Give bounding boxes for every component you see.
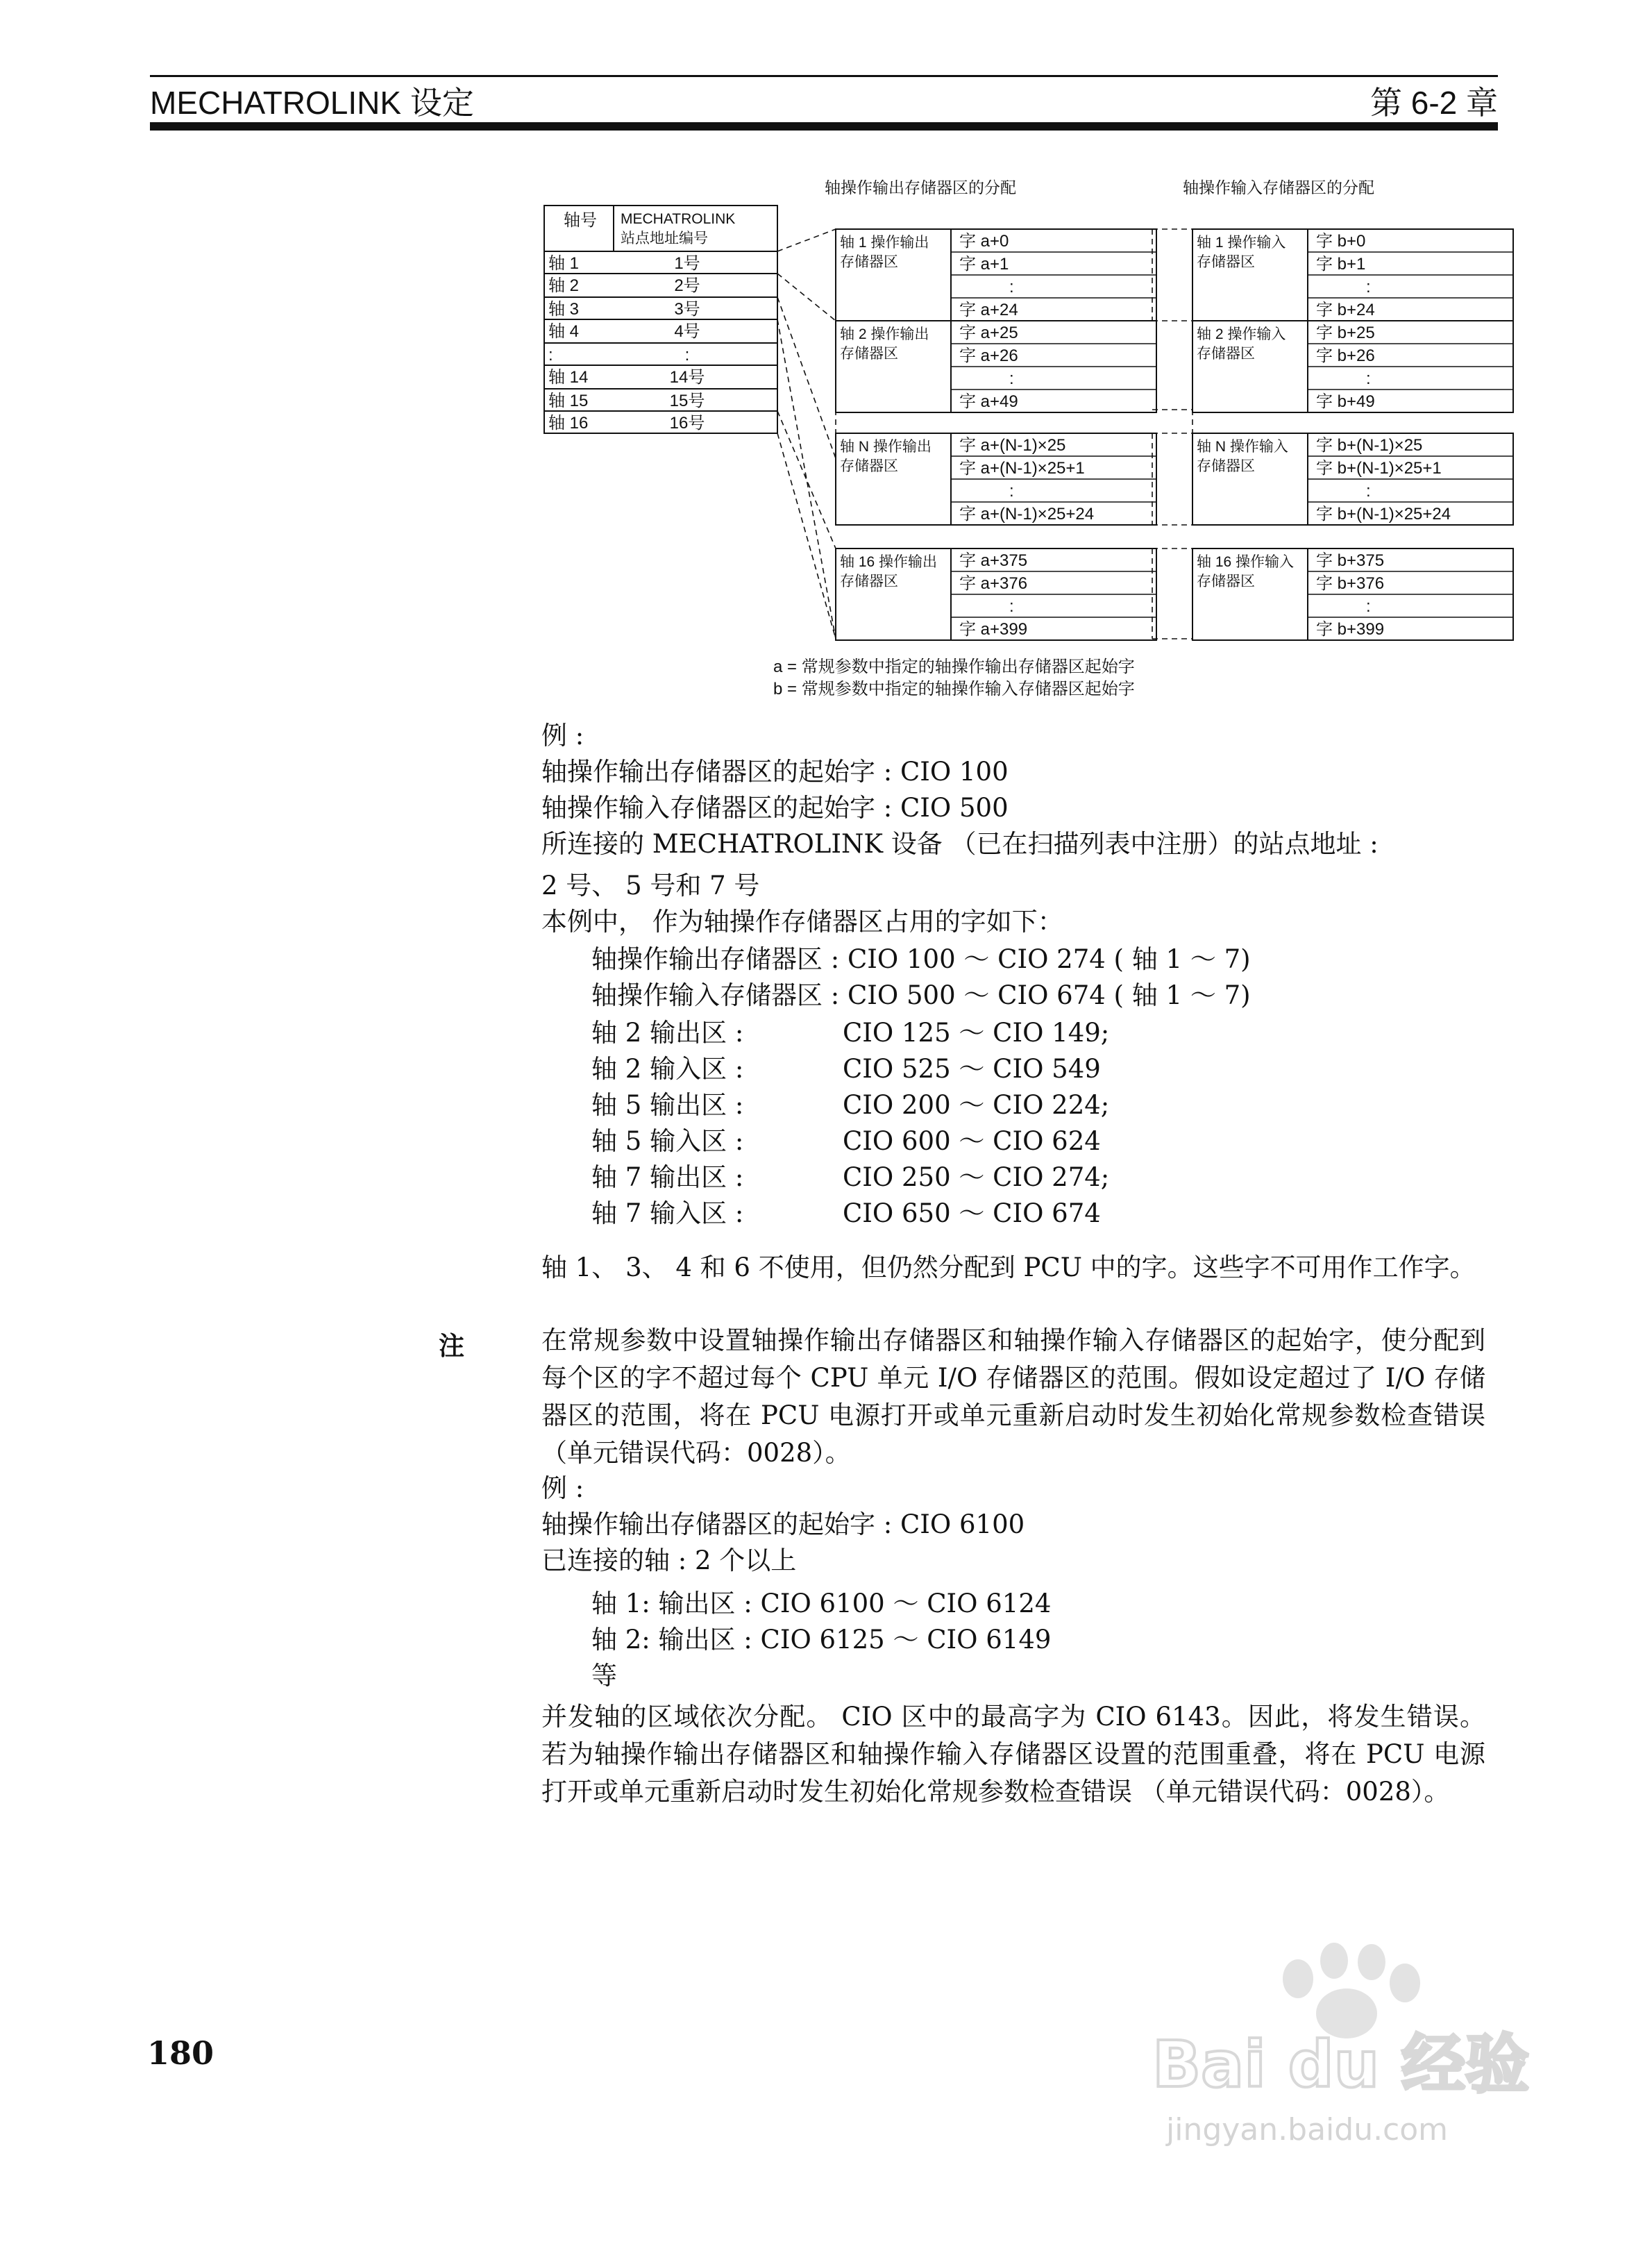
station-row-axis: 轴 2 [548, 276, 580, 295]
input-word: : [1366, 597, 1371, 616]
output-block-label: 存储器区 [840, 458, 898, 474]
output-block-label: 存储器区 [840, 254, 898, 270]
axis-row-range: CIO 200 ～ CIO 224; [843, 1090, 1110, 1120]
station-row-axis: 轴 16 [548, 414, 589, 433]
input-block-label: 存储器区 [1197, 458, 1255, 474]
axis-row-range: CIO 525 ～ CIO 549 [843, 1054, 1101, 1084]
example1-line-2: 轴操作输入存储器区的起始字 : CIO 500 [541, 793, 1009, 823]
station-col-axis: 轴号 [564, 211, 597, 230]
station-row-axis: 轴 15 [548, 392, 589, 410]
output-word: 字 a+(N-1)×25+24 [959, 505, 1095, 524]
input-word: 字 b+24 [1316, 301, 1375, 319]
station-row-address: 2号 [674, 276, 700, 295]
output-word: 字 a+49 [959, 392, 1018, 411]
axis-row-label: 轴 2 输入区 : [591, 1054, 744, 1084]
station-row-axis: 轴 1 [548, 254, 580, 273]
station-row-axis: 轴 3 [548, 300, 580, 319]
example1-line-5: 本例中， 作为轴操作存储器区占用的字如下： [541, 907, 1063, 937]
station-row-address: 1号 [674, 254, 700, 273]
example1-range-in: 轴操作输入存储器区 : CIO 500 ～ CIO 674 ( 轴 1 ～ 7) [591, 980, 1251, 1010]
section-title: MECHATROLINK 设定 [150, 85, 474, 121]
axis-row-range: CIO 600 ～ CIO 624 [843, 1126, 1101, 1156]
input-word: 字 b+0 [1316, 232, 1366, 251]
output-caption: 轴操作输出存储器区的分配 [825, 178, 1016, 196]
input-block-label: 轴 N 操作输入 [1197, 439, 1288, 455]
input-block-label: 轴 16 操作输入 [1197, 554, 1295, 570]
input-word: : [1366, 482, 1371, 501]
output-block-label: 轴 2 操作输出 [840, 326, 929, 342]
input-word: : [1366, 369, 1371, 388]
input-block-label: 存储器区 [1197, 346, 1255, 362]
input-word: 字 b+399 [1316, 620, 1385, 639]
output-word: 字 a+399 [959, 620, 1028, 639]
example1-line-1: 轴操作输出存储器区的起始字 : CIO 100 [541, 757, 1009, 787]
example1-line-4: 2 号、 5 号和 7 号 [541, 871, 760, 901]
input-block [1192, 433, 1513, 525]
input-block [1192, 321, 1513, 412]
input-word: 字 b+26 [1316, 346, 1375, 365]
input-word: 字 b+375 [1316, 551, 1385, 570]
axis-row-range: CIO 250 ～ CIO 274; [843, 1162, 1110, 1192]
note-label: 注 [439, 1332, 464, 1360]
baidu-watermark [1138, 1937, 1541, 2159]
station-row-address: 14号 [669, 368, 705, 387]
output-word: 字 a+375 [959, 551, 1028, 570]
axis-row-label: 轴 5 输入区 : [591, 1126, 744, 1156]
output-block-label: 存储器区 [840, 346, 898, 362]
example2-axis-1: 轴 1: 输出区 : CIO 6100 ～ CIO 6124 [591, 1589, 1052, 1618]
input-block [1192, 549, 1513, 640]
watermark-brand: Bai du 经验 [1152, 2027, 1530, 2102]
output-word: 字 a+26 [959, 346, 1018, 365]
axis-row-label: 轴 5 输出区 : [591, 1090, 744, 1120]
station-row-address: 3号 [674, 300, 700, 319]
station-row-axis: 轴 14 [548, 368, 589, 387]
paw-icon [1283, 1943, 1420, 2038]
output-word: 字 a+24 [959, 301, 1018, 319]
output-block [836, 229, 1156, 321]
input-block-label: 存储器区 [1197, 573, 1255, 589]
output-block-label: 轴 N 操作输出 [840, 439, 932, 455]
axis-row-range: CIO 650 ～ CIO 674 [843, 1198, 1101, 1228]
station-row-address: 4号 [674, 322, 700, 341]
input-word: 字 b+1 [1316, 255, 1366, 274]
axis-row-label: 轴 2 输出区 : [591, 1018, 744, 1048]
output-word: 字 a+(N-1)×25+1 [959, 459, 1085, 478]
output-block [836, 549, 1156, 640]
example2-etc: 等 [591, 1661, 617, 1691]
output-block [836, 321, 1156, 412]
output-block-label: 轴 16 操作输出 [840, 554, 938, 570]
input-block [1192, 229, 1513, 321]
input-word: : [1366, 278, 1371, 296]
output-word: : [1009, 482, 1014, 501]
output-block-label: 轴 1 操作输出 [840, 235, 929, 251]
output-block [836, 433, 1156, 525]
axis-row-label: 轴 7 输出区 : [591, 1162, 744, 1192]
example1-label: 例 : [541, 721, 584, 751]
station-row-address: 16号 [669, 414, 705, 433]
station-row-axis: : [548, 346, 553, 365]
example1-range-out: 轴操作输出存储器区 : CIO 100 ～ CIO 274 ( 轴 1 ～ 7) [591, 944, 1251, 974]
example2-line-1: 轴操作输出存储器区的起始字 : CIO 6100 [541, 1509, 1025, 1539]
legend-a: a = 常规参数中指定的轴操作输出存储器区起始字 [773, 658, 1135, 676]
station-col-mech: MECHATROLINK [621, 211, 736, 227]
input-word: 字 b+(N-1)×25+24 [1316, 505, 1451, 524]
input-word: 字 b+25 [1316, 324, 1375, 342]
example2-label: 例 : [541, 1473, 584, 1503]
input-word: 字 b+376 [1316, 574, 1385, 593]
example1-conclusion: 轴 1、 3、 4 和 6 不使用，但仍然分配到 PCU 中的字。这些字不可用作工作字。 [541, 1253, 1476, 1282]
output-block-label: 存储器区 [840, 573, 898, 589]
note-text: 在常规参数中设置轴操作输出存储器区和轴操作输入存储器区的起始字，使分配到每个区的字不超过每个 CPU 单元 I/O 存储器区的范围。假如设定超过了 I/O 存储器区的范围，将在 PCU 电源打开或单元重新启动时发生初始化常规参数检查错误 （单元错误代码：0028）。 [541, 1325, 1485, 1468]
output-word: : [1009, 369, 1014, 388]
example2-line-2: 已连接的轴 : 2 个以上 [541, 1546, 797, 1575]
chapter-label: 第 6-2 章 [1369, 85, 1498, 121]
example1-line-3: 所连接的 MECHATROLINK 设备 （已在扫描列表中注册）的站点地址 : [541, 829, 1379, 859]
station-row-address: : [684, 346, 690, 365]
input-word: 字 b+(N-1)×25+1 [1316, 459, 1442, 478]
input-block-label: 轴 1 操作输入 [1197, 235, 1286, 251]
output-word: 字 a+1 [959, 255, 1009, 274]
legend-b: b = 常规参数中指定的轴操作输入存储器区起始字 [773, 680, 1135, 698]
station-row-axis: 轴 4 [548, 322, 580, 341]
output-word: : [1009, 278, 1014, 296]
input-word: 字 b+(N-1)×25 [1316, 436, 1423, 455]
input-block-label: 存储器区 [1197, 254, 1255, 270]
page-number: 180 [147, 2034, 214, 2072]
output-word: : [1009, 597, 1014, 616]
station-col-addr: 站点地址编号 [621, 231, 708, 246]
watermark-url: jingyan.baidu.com [1166, 2112, 1449, 2147]
output-word: 字 a+0 [959, 232, 1009, 251]
output-word: 字 a+(N-1)×25 [959, 436, 1066, 455]
input-caption: 轴操作输入存储器区的分配 [1183, 178, 1374, 196]
memory-allocation-diagram [0, 0, 1652, 722]
axis-row-range: CIO 125 ～ CIO 149; [843, 1018, 1110, 1048]
axis-row-label: 轴 7 输入区 : [591, 1198, 744, 1228]
output-word: 字 a+376 [959, 574, 1028, 593]
example2-axis-2: 轴 2: 输出区 : CIO 6125 ～ CIO 6149 [591, 1625, 1052, 1655]
input-block-label: 轴 2 操作输入 [1197, 326, 1286, 342]
example2-conclusion: 并发轴的区域依次分配。 CIO 区中的最高字为 CIO 6143。因此，将发生错误。若为轴操作输出存储器区和轴操作输入存储器区设置的范围重叠，将在 PCU 电源打开或单元重新启动时发生初始化常规参数检查错误 （单元错误代码：0028）。 [541, 1702, 1485, 1807]
input-word: 字 b+49 [1316, 392, 1375, 411]
output-word: 字 a+25 [959, 324, 1018, 342]
station-row-address: 15号 [669, 392, 705, 410]
